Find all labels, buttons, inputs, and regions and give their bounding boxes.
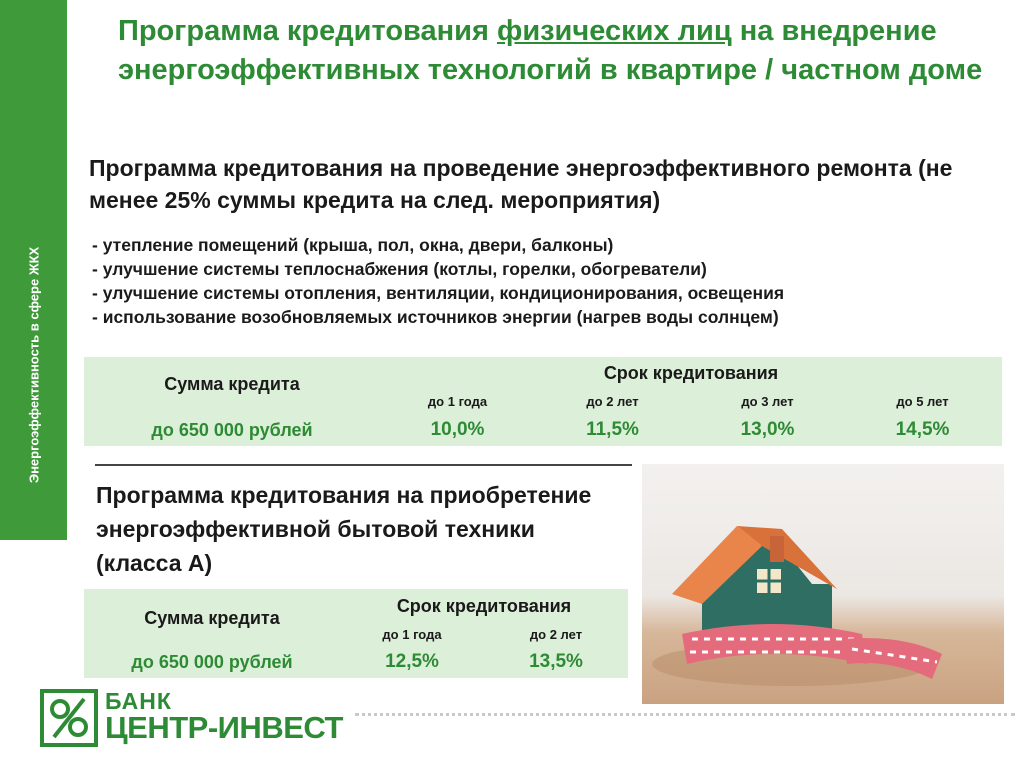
rates-table-appliances (84, 589, 628, 678)
rate-cell: 14,5% (895, 419, 950, 440)
house-photo (642, 464, 1004, 704)
divider (95, 464, 632, 466)
house-illustration (642, 464, 1004, 704)
rate-cell: 13,0% (740, 419, 795, 440)
list-item: - использование возобновляемых источников энергии (нагрев воды солнцем) (92, 307, 779, 327)
title-part-2: на внедрение энергоэффективных технологий в квартире / частном доме (118, 15, 983, 86)
term-header: Срок кредитования (396, 596, 572, 616)
section-1-title: Программа кредитования на проведение энергоэффективного ремонта (не менее 25% суммы кредита на след. мероприятия) (89, 155, 953, 213)
rate-cell: 12,5% (385, 651, 439, 672)
sidebar-band (0, 0, 67, 540)
bank-logo-icon (40, 689, 98, 747)
title-underlined: физических лиц (496, 15, 732, 47)
term-cell: до 2 лет (529, 627, 583, 642)
rates-table-renovation (84, 357, 1002, 446)
amount-value: до 650 000 рублей (151, 420, 313, 440)
logo-line-1: БАНК (105, 688, 172, 714)
term-cell: до 1 года (382, 627, 442, 642)
logo-line-2: ЦЕНТР-ИНВЕСТ (105, 710, 343, 745)
list-item: - утепление помещений (крыша, пол, окна, двери, балконы) (92, 235, 614, 255)
title-part-1: Программа кредитования (118, 15, 497, 47)
term-cell: до 2 лет (586, 394, 639, 409)
term-cell: до 5 лет (896, 394, 949, 409)
rate-cell: 10,0% (430, 419, 485, 440)
sidebar-caption: Энергоэффективность в сфере ЖКХ (26, 246, 42, 484)
list-item: - улучшение системы теплоснабжения (котлы, горелки, обогреватели) (92, 259, 707, 279)
dotted-rule (355, 713, 1015, 716)
list-item: - улучшение системы отопления, вентиляции, кондиционирования, освещения (92, 283, 785, 303)
amount-header: Сумма кредита (164, 374, 300, 394)
rate-cell: 13,5% (529, 651, 583, 672)
term-cell: до 1 года (427, 394, 488, 409)
measures-list (92, 233, 1012, 329)
amount-header: Сумма кредита (144, 608, 280, 628)
page-title (118, 12, 998, 90)
rate-cell: 11,5% (586, 419, 639, 440)
term-cell: до 3 лет (741, 394, 794, 409)
term-header: Срок кредитования (603, 363, 779, 383)
section-2-title: Программа кредитования на приобретение энергоэффективной бытовой техники (класса А) (96, 482, 592, 576)
amount-value: до 650 000 рублей (131, 652, 293, 672)
